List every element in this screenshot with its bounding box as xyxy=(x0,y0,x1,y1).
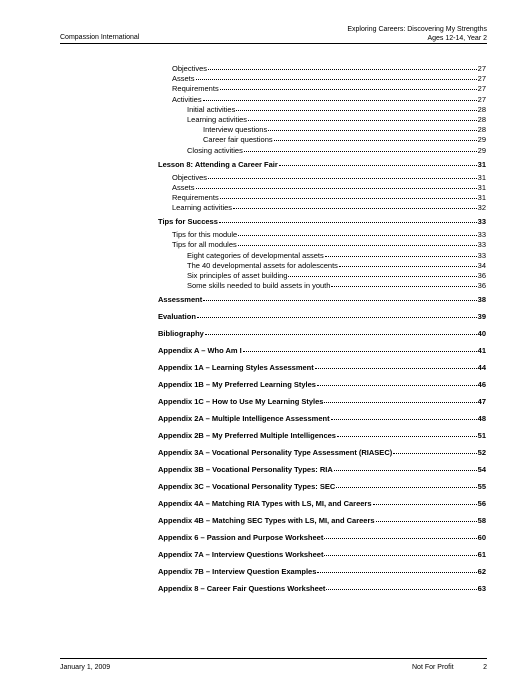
toc-dot-leader xyxy=(220,89,477,90)
footer-page-number: 2 xyxy=(483,664,487,671)
toc-entry-page: 55 xyxy=(477,482,486,492)
toc-entry[interactable] xyxy=(203,135,486,145)
toc-dot-leader xyxy=(233,208,477,209)
toc-dot-leader xyxy=(393,453,476,454)
toc-entry[interactable] xyxy=(187,281,486,291)
toc-entry-page: 28 xyxy=(477,125,486,135)
toc-entry-page: 31 xyxy=(477,159,486,169)
toc-entry[interactable] xyxy=(158,584,486,594)
toc-entry-page: 28 xyxy=(477,104,486,114)
toc-dot-leader xyxy=(196,79,477,80)
toc-dot-leader xyxy=(197,317,477,318)
toc-dot-leader xyxy=(339,266,477,267)
toc-entry-title: Appendix 7B – Interview Question Examples xyxy=(158,567,317,577)
toc-entry-page: 46 xyxy=(477,380,486,390)
toc-entry-title: Tips for Success xyxy=(158,217,218,227)
toc-entry-title: Appendix 6 – Passion and Purpose Worksheet xyxy=(158,533,324,543)
footer-rule xyxy=(60,658,487,659)
toc-entry-title: Requirements xyxy=(172,84,219,94)
toc-dot-leader xyxy=(325,256,477,257)
toc-entry[interactable] xyxy=(172,74,486,84)
toc-entry-title: Appendix 7A – Interview Questions Worksheet xyxy=(158,550,324,560)
toc-dot-leader xyxy=(317,572,476,573)
toc-dot-leader xyxy=(268,130,476,131)
toc-dot-leader xyxy=(331,286,476,287)
toc-entry-title: Lesson 8: Attending a Career Fair xyxy=(158,159,278,169)
toc-entry-title: Appendix 3C – Vocational Personality Types: SEC xyxy=(158,482,336,492)
toc-entry[interactable] xyxy=(158,550,486,560)
toc-entry-page: 38 xyxy=(477,295,486,305)
toc-dot-leader xyxy=(324,402,476,403)
toc-entry-page: 28 xyxy=(477,115,486,124)
toc-dot-leader xyxy=(274,140,477,141)
toc-entry-title: Tips for all modules xyxy=(172,240,237,250)
toc-entry-title: Assets xyxy=(172,74,195,84)
toc-entry-page: 36 xyxy=(477,271,486,280)
toc-dot-leader xyxy=(337,436,477,437)
toc-dot-leader xyxy=(220,198,477,199)
toc-entry-title: Assessment xyxy=(158,295,203,305)
footer-date: January 1, 2009 xyxy=(60,664,111,671)
toc-entry-page: 31 xyxy=(477,193,486,202)
toc-entry[interactable] xyxy=(172,95,486,105)
toc-entry-title: Evaluation xyxy=(158,312,196,322)
toc-entry-page: 61 xyxy=(477,550,486,560)
toc-entry[interactable] xyxy=(187,146,486,156)
toc-entry[interactable] xyxy=(158,295,486,305)
toc-entry-title: Appendix 8 – Career Fair Questions Worksheet xyxy=(158,584,326,594)
toc-entry[interactable] xyxy=(187,251,486,261)
toc-entry-page: 33 xyxy=(477,240,486,250)
toc-entry-title: Appendix 2A – Multiple Intelligence Assessment xyxy=(158,414,330,424)
toc-entry-page: 33 xyxy=(477,250,486,260)
toc-dot-leader xyxy=(315,368,477,369)
toc-entry-title: Appendix 3A – Vocational Personality Type Assessment (RIASEC) xyxy=(158,448,393,458)
toc-dot-leader xyxy=(236,110,476,111)
toc-entry[interactable] xyxy=(158,567,486,577)
toc-dot-leader xyxy=(203,300,476,301)
toc-entry[interactable] xyxy=(158,516,486,526)
toc-entry-title: Appendix 3B – Vocational Personality Types: RIA xyxy=(158,465,333,475)
toc-entry-title: Tips for this module xyxy=(172,230,238,240)
toc-entry-page: 32 xyxy=(477,203,486,213)
toc-entry-title: Interview questions xyxy=(203,125,268,135)
toc-entry[interactable] xyxy=(158,380,486,390)
toc-entry[interactable] xyxy=(158,482,486,492)
toc-entry[interactable] xyxy=(158,465,486,475)
toc-entry[interactable] xyxy=(172,183,486,193)
toc-dot-leader xyxy=(196,188,477,189)
toc-dot-leader xyxy=(324,555,476,556)
toc-entry-page: 31 xyxy=(477,172,486,182)
toc-dot-leader xyxy=(219,222,477,223)
toc-entry-title: Initial activities xyxy=(187,104,236,114)
toc-entry[interactable] xyxy=(187,115,486,125)
toc-entry-page: 60 xyxy=(477,533,486,543)
toc-dot-leader xyxy=(376,521,477,522)
toc-entry-title: Assets xyxy=(172,182,195,192)
toc-entry-title: The 40 developmental assets for adolescents xyxy=(187,260,338,270)
toc-dot-leader xyxy=(205,334,477,335)
toc-entry-page: 47 xyxy=(477,397,486,407)
toc-dot-leader xyxy=(373,504,477,505)
toc-dot-leader xyxy=(324,538,476,539)
toc-entry-title: Learning activities xyxy=(187,115,248,124)
toc-entry-title: Six principles of asset building xyxy=(187,271,288,280)
toc-entry[interactable] xyxy=(187,261,486,271)
toc-dot-leader xyxy=(238,245,477,246)
toc-entry[interactable] xyxy=(158,160,486,170)
toc-dot-leader xyxy=(208,69,477,70)
toc-dot-leader xyxy=(244,151,477,152)
footer-status: Not For Profit xyxy=(412,664,454,671)
header-title-block xyxy=(347,25,487,43)
toc-entry[interactable] xyxy=(158,448,486,458)
toc-entry-page: 33 xyxy=(477,217,486,227)
toc-dot-leader xyxy=(336,487,476,488)
toc-entry-page: 51 xyxy=(477,431,486,441)
toc-entry-page: 27 xyxy=(477,74,486,84)
toc-entry-title: Some skills needed to build assets in youth xyxy=(187,281,331,291)
toc-dot-leader xyxy=(288,276,476,277)
toc-entry[interactable] xyxy=(187,105,486,115)
toc-entry-page: 52 xyxy=(477,448,486,458)
toc-entry[interactable] xyxy=(172,64,486,74)
toc-dot-leader xyxy=(208,178,477,179)
toc-entry[interactable] xyxy=(172,84,486,94)
toc-entry-title: Activities xyxy=(172,94,202,104)
toc-entry-title: Appendix 1B – My Preferred Learning Styles xyxy=(158,380,316,390)
toc-entry-title: Objectives xyxy=(172,172,208,182)
toc-entry[interactable] xyxy=(172,193,486,203)
toc-dot-leader xyxy=(238,235,476,236)
toc-dot-leader xyxy=(248,120,477,121)
header-rule xyxy=(60,43,487,44)
toc-entry-page: 63 xyxy=(477,584,486,594)
toc-dot-leader xyxy=(317,385,477,386)
toc-entry-title: Bibliography xyxy=(158,329,204,339)
toc-entry-page: 44 xyxy=(477,363,486,373)
toc-entry-page: 40 xyxy=(477,329,486,339)
header-org: Compassion International xyxy=(60,34,140,41)
toc-entry[interactable] xyxy=(187,271,486,281)
toc-dot-leader xyxy=(334,470,477,471)
toc-entry[interactable] xyxy=(158,312,486,322)
toc-entry-page: 29 xyxy=(477,145,486,155)
toc-entry-title: Appendix 1A – Learning Styles Assessment xyxy=(158,363,314,373)
toc-entry-page: 29 xyxy=(477,135,486,145)
toc-entry[interactable] xyxy=(158,363,486,373)
toc-entry[interactable] xyxy=(158,431,486,441)
toc-dot-leader xyxy=(331,419,477,420)
toc-entry-page: 33 xyxy=(477,230,486,240)
toc-entry-title: Learning activities xyxy=(172,203,233,213)
toc-entry-title: Appendix 4B – Matching SEC Types with LS, MI, and Careers xyxy=(158,516,375,526)
toc-entry-page: 36 xyxy=(477,281,486,291)
toc-entry[interactable] xyxy=(172,173,486,183)
toc-entry[interactable] xyxy=(158,329,486,339)
toc-entry[interactable] xyxy=(158,397,486,407)
toc-entry-title: Eight categories of developmental assets xyxy=(187,250,324,260)
toc-entry-page: 31 xyxy=(477,182,486,192)
toc-entry-title: Requirements xyxy=(172,193,219,202)
toc-entry-page: 41 xyxy=(477,346,486,356)
toc-dot-leader xyxy=(279,165,477,166)
toc-entry-page: 39 xyxy=(477,312,486,322)
toc-entry-title: Career fair questions xyxy=(203,135,273,145)
toc-entry-title: Appendix 4A – Matching RIA Types with LS, MI, and Careers xyxy=(158,499,372,509)
toc-entry-page: 27 xyxy=(477,94,486,104)
toc-entry-page: 62 xyxy=(477,567,486,577)
toc-entry[interactable] xyxy=(172,230,486,240)
toc-entry-title: Appendix 1C – How to Use My Learning Styles xyxy=(158,397,324,407)
toc-entry-title: Appendix 2B – My Preferred Multiple Intelligences xyxy=(158,431,336,441)
toc-entry[interactable] xyxy=(158,346,486,356)
toc-entry-title: Appendix A – Who Am I xyxy=(158,346,242,356)
toc-entry-page: 48 xyxy=(477,414,486,424)
toc-entry-page: 58 xyxy=(477,516,486,526)
toc-entry-page: 27 xyxy=(477,84,486,94)
header-title: Exploring Careers: Discovering My Strengths xyxy=(347,26,487,33)
toc-entry[interactable] xyxy=(158,533,486,543)
toc-entry[interactable] xyxy=(158,414,486,424)
toc-entry[interactable] xyxy=(172,203,486,213)
toc-entry[interactable] xyxy=(158,217,486,227)
toc-entry[interactable] xyxy=(172,240,486,250)
toc-entry-page: 34 xyxy=(477,260,486,270)
toc-entry-title: Closing activities xyxy=(187,145,243,155)
toc-dot-leader xyxy=(326,589,476,590)
toc-entry[interactable] xyxy=(158,499,486,509)
toc-entry-page: 54 xyxy=(477,465,486,475)
toc-entry-page: 56 xyxy=(477,499,486,509)
toc-entry-page: 27 xyxy=(477,64,486,73)
toc-dot-leader xyxy=(203,100,477,101)
toc-entry[interactable] xyxy=(203,125,486,135)
toc-entry-title: Objectives xyxy=(172,64,208,73)
toc-dot-leader xyxy=(243,351,477,352)
header-subtitle: Ages 12-14, Year 2 xyxy=(427,35,487,42)
